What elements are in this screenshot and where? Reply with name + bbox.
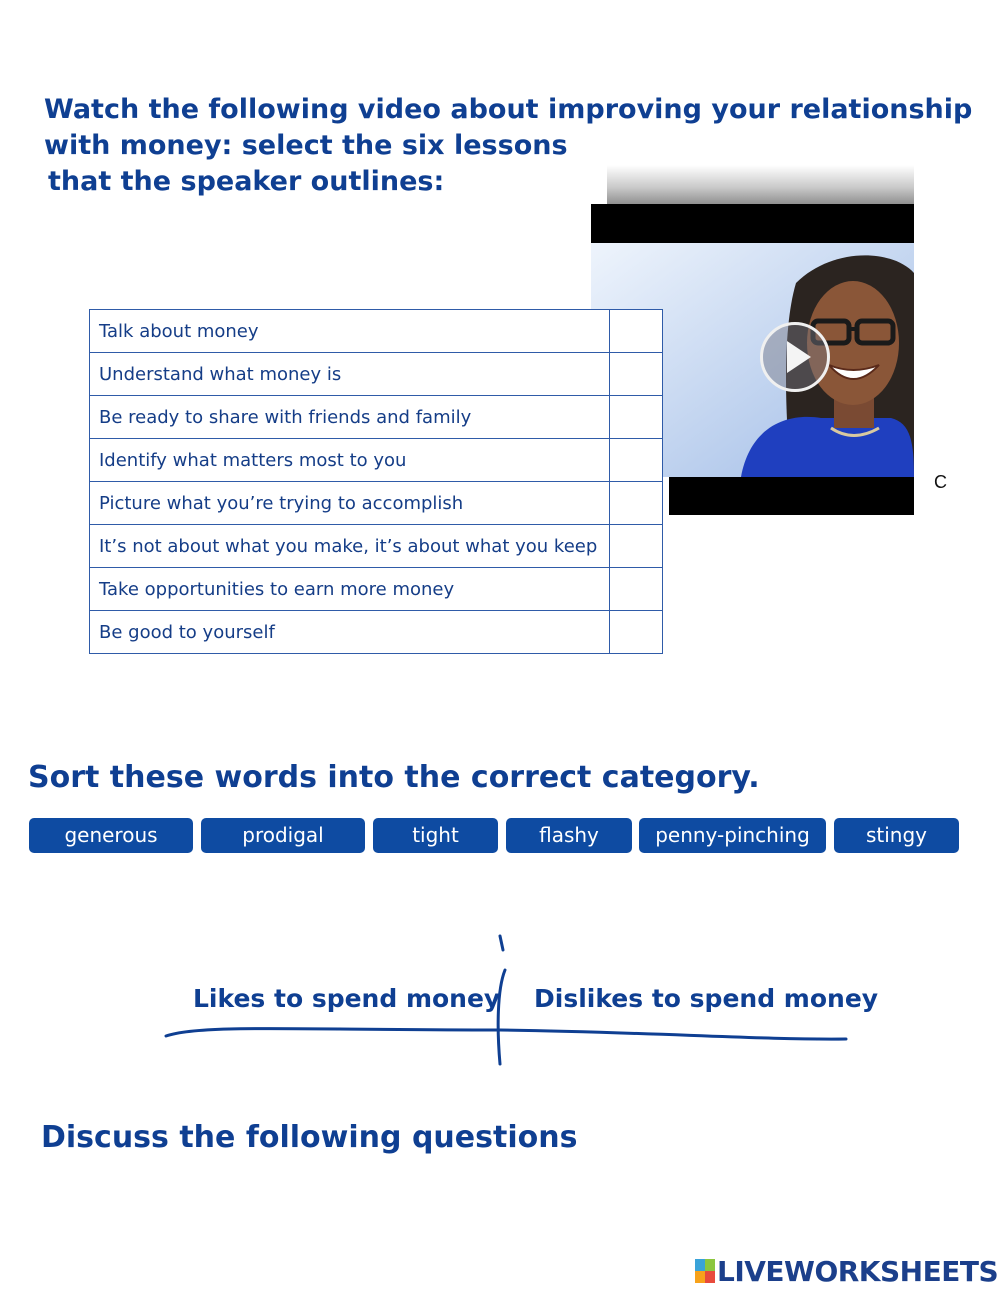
liveworksheets-logo-icon — [695, 1259, 715, 1283]
word-tile-flashy[interactable]: flashy — [506, 818, 632, 853]
word-tile-penny-pinching[interactable]: penny-pinching — [639, 818, 826, 853]
lesson-text: It’s not about what you make, it’s about what you keep — [90, 525, 610, 568]
video-side-label: C — [934, 472, 947, 492]
lesson-text: Picture what you’re trying to accomplish — [90, 482, 610, 525]
logo-text: LIVEWORKSHEETS — [717, 1254, 999, 1288]
lesson-text: Be ready to share with friends and family — [90, 396, 610, 439]
instruction-line-3: that the speaker outlines: — [48, 166, 445, 197]
instruction-line-2: with money: select the six lessons — [44, 130, 568, 161]
instruction-line-1: Watch the following video about improving your relationship — [44, 94, 973, 125]
word-tile-tight[interactable]: tight — [373, 818, 498, 853]
lesson-text: Be good to yourself — [90, 611, 610, 654]
category-dislikes-label: Dislikes to spend money — [534, 984, 879, 1013]
lesson-text: Take opportunities to earn more money — [90, 568, 610, 611]
word-tile-prodigal[interactable]: prodigal — [201, 818, 365, 853]
lesson-text: Identify what matters most to you — [90, 439, 610, 482]
word-tile-stingy[interactable]: stingy — [834, 818, 959, 853]
lesson-text: Understand what money is — [90, 353, 610, 396]
sort-heading: Sort these words into the correct category. — [28, 760, 760, 795]
category-likes-label: Likes to spend money — [193, 984, 501, 1013]
lesson-text: Talk about money — [90, 310, 610, 353]
liveworksheets-logo — [695, 1256, 998, 1286]
word-tile-generous[interactable]: generous — [29, 818, 193, 853]
discuss-heading: Discuss the following questions — [41, 1120, 578, 1155]
